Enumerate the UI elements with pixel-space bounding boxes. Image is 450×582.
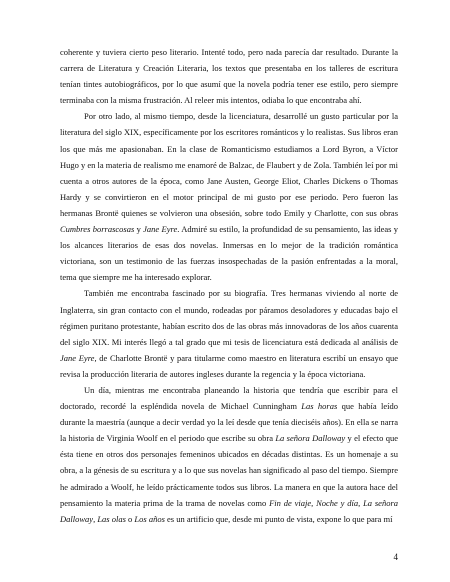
text-run: , bbox=[93, 513, 98, 524]
text-run: que había leído durante la maestría (aunque a decir verdad yo la leí desde que tenía dieciséis años). En ella se narra la historia de Virginia Woolf en el periodo que escribe su obra bbox=[60, 401, 398, 444]
text-run: . Admiré su estilo, la profundidad de su pensamiento, las ideas y los alcances literarios de esas dos novelas. Inmersas en lo mejor de la tradición romántica victoriana, son un testimonio de las fuerzas insospechadas de la pasión enfrentadas a la moral, tema que siempre me ha interesado explorar. bbox=[60, 224, 398, 283]
paragraph bbox=[60, 285, 398, 382]
text-run: y bbox=[134, 224, 144, 235]
text-run: También me encontraba fascinado por su biografía. Tres hermanas viviendo al norte de Inglaterra, sin gran contacto con el mundo, rodeadas por páramos desoladores y educadas bajo el régimen puritano protestante, habían escrito dos de las obras más innovadoras de los años cuarenta del siglo XIX. Mi interés llegó a tal grado que mi tesis de licenciatura está dedicada al análisis de bbox=[60, 288, 398, 347]
text-run: y el efecto que ésta tiene en otros dos personajes femeninos ubicados en décadas distintas. Es un homenaje a su obra, a la génesis de su escritura y a lo que sus novelas han significado al paso del tiempo. Siempre he admirado a Woolf, he leído prácticamente todos sus libros. La manera en que la autora hace del pensamiento la materia prima de la trama de novelas como bbox=[60, 433, 399, 508]
italic-title: Las horas bbox=[301, 401, 338, 412]
italic-title: Fin de viaje bbox=[269, 497, 312, 508]
italic-title: Noche y día bbox=[316, 497, 359, 508]
text-run: , bbox=[311, 497, 317, 508]
text-run: o bbox=[125, 513, 135, 524]
text-run: , bbox=[358, 497, 364, 508]
italic-title: Los años bbox=[134, 513, 165, 524]
italic-title: Cumbres borrascosas bbox=[60, 224, 135, 235]
text-run: es un artificio que, desde mi punto de vista, expone lo que para mí bbox=[164, 513, 393, 524]
text-run: Por otro lado, al mismo tiempo, desde la licenciatura, desarrollé un gusto particular por la literatura del siglo XIX, específicamente por los escritores románticos y lo realistas. Sus libros eran los que más me apasionaban. En la clase de Romanticismo estudiamos a Lord Byron, a Víctor Hugo y en la materia de realismo me enamoré de Balzac, de Flaubert y de Zola. También leí por mi cuenta a otros autores de la época, como Jane Austen, George Eliot, Charles Dickens o Thomas Hardy y se convirtieron en el motor principal de mi gusto por ese periodo. Pero fueron las hermanas Brontë quienes se volvieron una obsesión, sobre todo Emily y Charlotte, con sus obras bbox=[60, 111, 399, 218]
text-run: , de Charlotte Brontë y para titularme como maestro en literatura escribí un ensayo que revisa la producción literaria de autores ingleses durante la regencia y la época victoriana. bbox=[60, 352, 399, 379]
italic-title: Las olas bbox=[97, 513, 126, 524]
paragraph bbox=[60, 382, 398, 527]
italic-title: La señora Dalloway bbox=[275, 433, 346, 444]
italic-title: La señora Dalloway bbox=[60, 497, 399, 524]
italic-title: Jane Eyre bbox=[60, 352, 95, 363]
text-run: coherente y tuviera cierto peso literario. Intenté todo, pero nada parecía dar resultado. Durante la carrera de Literatura y Creación Literaria, los textos que presentaba en los talleres de escritura tenían tintes autobiográficos, por lo que asumí que la novela podría tener ese estilo, pero siempre terminaba con la misma frustración. Al releer mis intentos, odiaba lo que encontraba ahí. bbox=[60, 47, 398, 106]
page-number: 4 bbox=[393, 552, 398, 562]
body-text bbox=[60, 44, 398, 527]
paragraph bbox=[60, 108, 398, 285]
italic-title: Jane Eyre bbox=[143, 224, 178, 235]
paragraph bbox=[60, 44, 398, 108]
text-run: Un día, mientras me encontraba planeando la historia que tendría que escribir para el doctorado, recordé la espléndida novela de Michael Cunningham bbox=[60, 384, 398, 412]
